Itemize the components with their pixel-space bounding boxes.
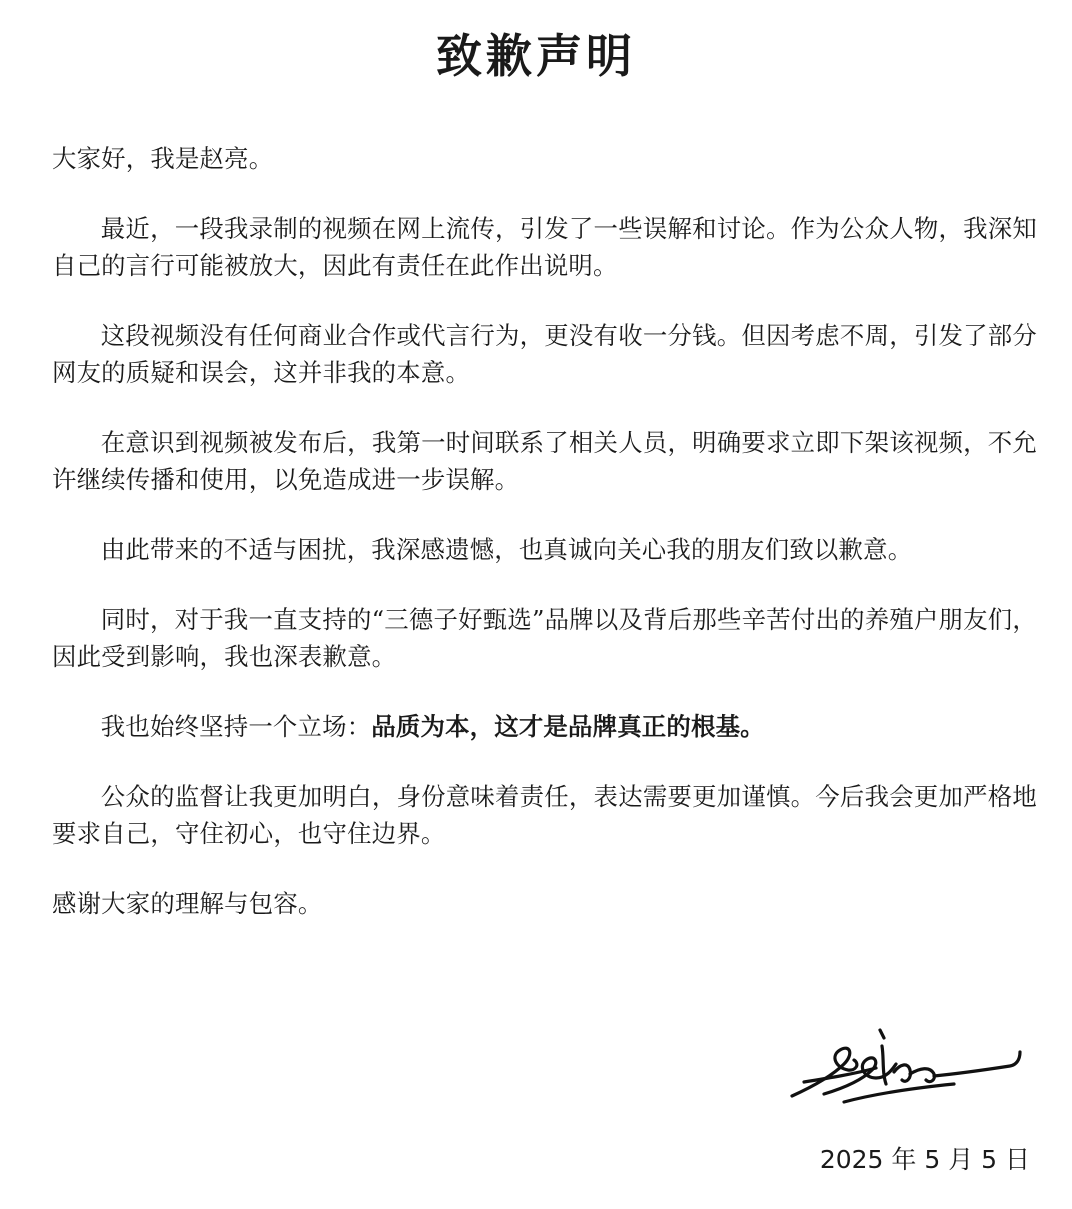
handwritten-signature (784, 1024, 1034, 1108)
paragraph-after: 公众的监督让我更加明白，身份意味着责任，表达需要更加谨慎。今后我会更加严格地要求自己，守住初心，也守住边界。 (52, 782, 1037, 848)
statement-date: 2025 年 5 月 5 日 (819, 1145, 1030, 1174)
stance-bold-text: 品质为本，这才是品牌真正的根基。 (371, 712, 765, 741)
paragraph-4: 由此带来的不适与困扰，我深感遗憾，也真诚向关心我的朋友们致以歉意。 (100, 535, 913, 564)
paragraph-3: 在意识到视频被发布后，我第一时间联系了相关人员，明确要求立即下架该视频，不允许继续传播和使用，以免造成进一步误解。 (52, 428, 1037, 494)
paragraph-1: 最近，一段我录制的视频在网上流传，引发了一些误解和讨论。作为公众人物，我深知自己的言行可能被放大，因此有责任在此作出说明。 (52, 214, 1037, 280)
paragraph-2: 这段视频没有任何商业合作或代言行为，更没有收一分钱。但因考虑不周，引发了部分网友的质疑和误会，这并非我的本意。 (52, 321, 1037, 387)
closing-line: 感谢大家的理解与包容。 (52, 889, 323, 918)
stance-prefix: 我也始终坚持一个立场： (100, 712, 372, 741)
paragraph-5: 同时，对于我一直支持的“三德子好甄选”品牌以及背后那些辛苦付出的养殖户朋友们，因此受到影响，我也深表歉意。 (52, 605, 1037, 671)
paragraph-stance (52, 708, 1037, 745)
greeting-line: 大家好，我是赵亮。 (52, 144, 274, 173)
page-title: 致歉声明 (436, 29, 636, 83)
statement-body (52, 140, 1037, 955)
